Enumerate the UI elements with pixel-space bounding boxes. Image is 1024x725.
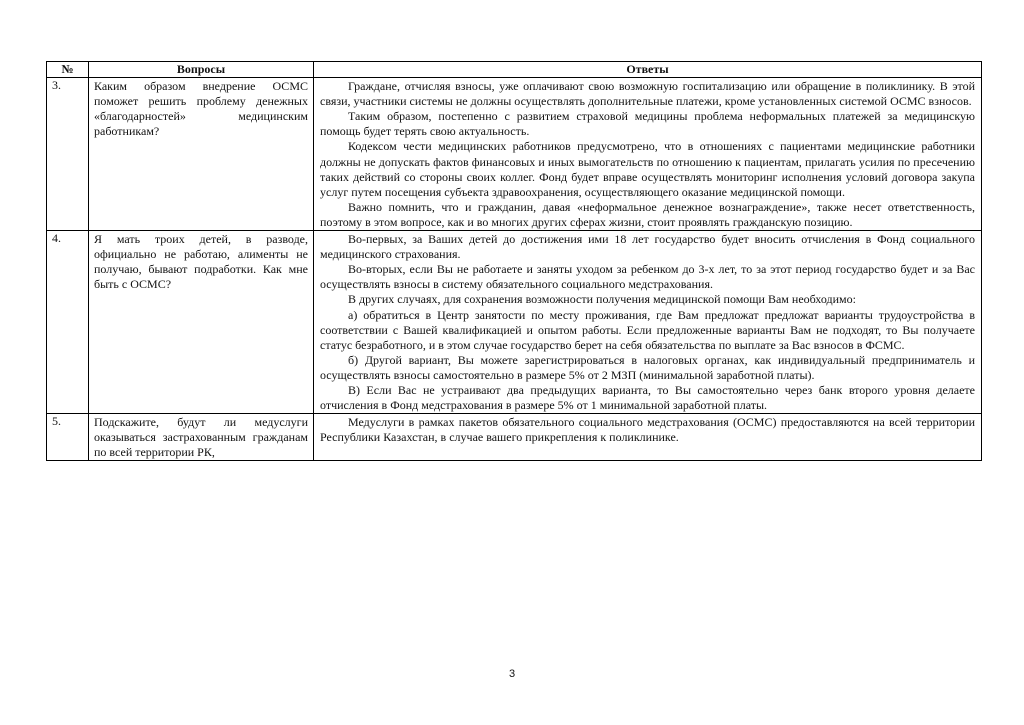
question-cell: Я мать троих детей, в разводе, официально не работаю, алименты не получаю, бывают подработки. Как мне быть с ОСМС?: [89, 231, 314, 414]
row-number: 3.: [47, 78, 89, 231]
question-cell: Каким образом внедрение ОСМС поможет решить проблему денежных «благодарностей» медицинским работникам?: [89, 78, 314, 231]
answer-paragraph: Медуслуги в рамках пакетов обязательного социального медстрахования (ОСМС) предоставляются на всей территории Республики Казахстан, в случае вашего прикрепления к поликлинике.: [320, 415, 975, 445]
answer-paragraph: а) обратиться в Центр занятости по месту проживания, где Вам предложат предложат варианты трудоустройства в соответствии с Вашей квалификацией и опытом работы. Если предложенные варианты Вам не подходят, то Вы получаете статус безработного, и в этом случае государство берет на себя обязательства по выплате за Вас взносов в ФСМС.: [320, 307, 975, 352]
header-number: №: [47, 62, 89, 78]
answer-cell: [314, 78, 982, 231]
page-number: 3: [508, 668, 516, 680]
row-number: 4.: [47, 231, 89, 414]
table-header-row: [47, 62, 982, 78]
question-cell: Подскажите, будут ли медуслуги оказываться застрахованным гражданам по всей территории РК,: [89, 414, 314, 461]
header-questions: Вопросы: [89, 62, 314, 78]
answer-cell: [314, 414, 982, 461]
answer-paragraph: Во-вторых, если Вы не работаете и заняты уходом за ребенком до 3-х лет, то за этот период государство будет и за Вас осуществлять взносы в систему обязательного социального медстрахования.: [320, 262, 975, 292]
header-answers: Ответы: [314, 62, 982, 78]
answer-cell: [314, 231, 982, 414]
table-row: [47, 78, 982, 231]
answer-paragraph: Таким образом, постепенно с развитием страховой медицины проблема неформальных платежей за медицинскую помощь будет терять свою актуальность.: [320, 109, 975, 139]
answer-paragraph: б) Другой вариант, Вы можете зарегистрироваться в налоговых органах, как индивидуальный предприниматель и осуществлять взносы самостоятельно в размере 5% от 2 МЗП (минимальной заработной платы).: [320, 352, 975, 382]
faq-table: [46, 61, 982, 461]
answer-paragraph: Важно помнить, что и гражданин, давая «неформальное денежное вознаграждение», также несет ответственность, поэтому в этом вопросе, как и во многих других сферах жизни, стоит проявлять гражданскую позицию.: [320, 199, 975, 229]
answer-paragraph: Во-первых, за Ваших детей до достижения ими 18 лет государство будет вносить отчисления в Фонд социального медицинского страхования.: [320, 232, 975, 262]
table-row: [47, 414, 982, 461]
table-row: [47, 231, 982, 414]
answer-paragraph: Кодексом чести медицинских работников предусмотрено, что в отношениях с пациентами медицинские работники должны не допускать фактов финансовых и иных вымогательств по отношению к пациентам, прилагать усилия по пресечению таких действий со стороны своих коллег. Фонд будет вправе осуществлять мониторинг исполнения условий договора закупа услуг путем посещения субъекта здравоохранения, осуществляющего оказание медицинской помощи.: [320, 139, 975, 199]
answer-paragraph: Граждане, отчисляя взносы, уже оплачивают свою возможную госпитализацию или обращение в поликлинику. В этой связи, участники системы не должны осуществлять дополнительные платежи, кроме установленных системой ОСМС взносов.: [320, 79, 975, 109]
answer-paragraph: В других случаях, для сохранения возможности получения медицинской помощи Вам необходимо:: [348, 292, 856, 307]
row-number: 5.: [47, 414, 89, 461]
answer-paragraph: В) Если Вас не устраивают два предыдущих варианта, то Вы самостоятельно через банк второго уровня делаете отчисления в Фонд медстрахования в размере 5% от 1 минимальной заработной платы.: [320, 382, 975, 413]
